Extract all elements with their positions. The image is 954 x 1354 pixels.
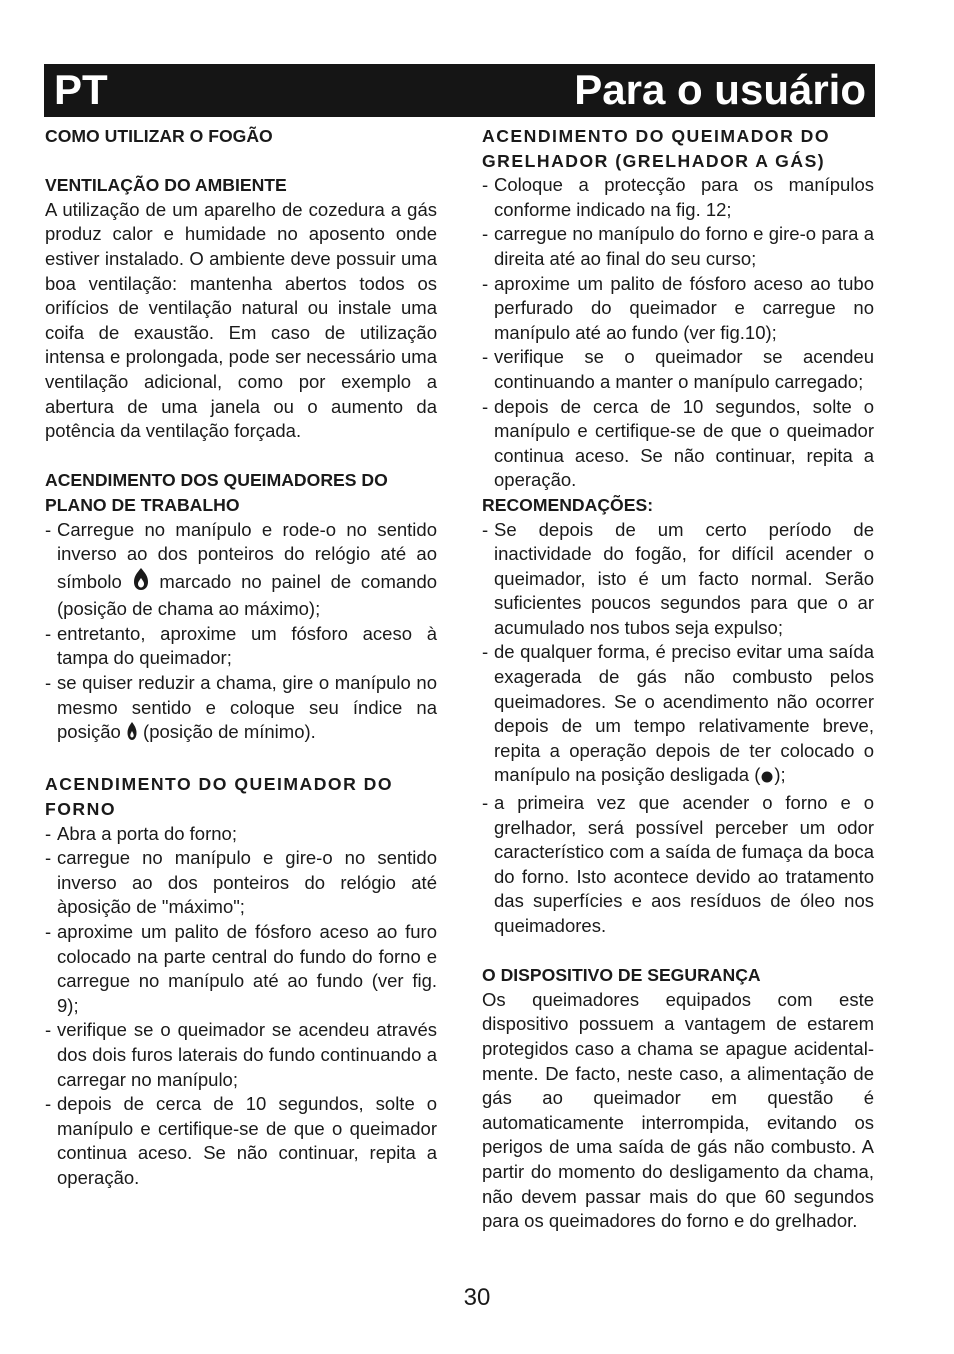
list-item: - verifique se o queimador se acendeu continuando a manter o manípulo carregado; [482, 345, 874, 394]
filled-circle-icon [760, 766, 774, 791]
page-title: Para o usuário [574, 66, 866, 113]
list-item: - verifique se o queimador se acendeu através dos dois furos laterais do fundo continuando a carregar no manípulo; [45, 1018, 437, 1092]
small-flame-icon [126, 721, 138, 748]
list-item: - carregue no manípulo do forno e gire-o para a direita até ao final do seu curso; [482, 222, 874, 271]
paragraph: Os queimadores equipados com este dispositivo possuem a vantagem de estarem protegidos caso a chama se apague acidental-mente. De facto, neste caso, a alimentação de gás ao queimador em questão é automaticamente interrompida, evitando os perigos de uma saída de gás não combusto. A partir do momento do desligamento da chama, não devem passar mais do que 60 segundos para os queimadores do forno e do grelhador. [482, 988, 874, 1232]
paragraph: A utilização de um aparelho de cozedura a gás produz calor e humidade no aposento onde estiver instalado. O ambiente deve possuir uma boa ventilação: mantenha abertos todos os orifícios de ventilação natural ou instale uma coifa de exaustão. Em caso de utilização intensa e prolongada, pode ser necessário uma ventilação adicional, como por exemplo a abertura de uma janela ou o aumento da potência da ventilação forçada. [45, 198, 437, 442]
instruction-list [45, 518, 437, 748]
list-item: - aproxime um palito de fósforo aceso ao furo colocado na parte central do fundo do forno e carregue no manípulo até ao fundo (ver fig. 9); [45, 920, 437, 1018]
page-number: 30 [463, 1284, 491, 1311]
large-flame-icon [132, 567, 150, 598]
list-item: - se quiser reduzir a chama, gire o manípulo no mesmo sentido e coloque seu índice na posição (posição de mínimo). [45, 671, 437, 748]
section-heading: ACENDIMENTO DO QUEIMADOR DO FORNO [45, 774, 394, 820]
list-item: - Se depois de um certo período de inactividade do fogão, for difícil acender o queimador, isto é um facto normal. Serão suficientes poucos segundos para que o ar acumulado nos tubos seja expulso; [482, 518, 874, 641]
list-item: - a primeira vez que acender o forno e o grelhador, será possível perceber um odor característico com a saída de fumaça da boca do forno. Isto acontece devido ao tratamento das superfícies e aos resíduos de óleo nos queimadores. [482, 791, 874, 939]
list-item: - depois de cerca de 10 segundos, solte o manípulo e certifique-se de que o queimador continua aceso. Se não continuar, repita a operação. [482, 395, 874, 493]
list-item: - de qualquer forma, é preciso evitar uma saída exagerada de gás não combusto pelos queimadores. Se o acendimento não ocorrer depois de um tempo relativamente breve, repita a operação depois de ter colocado o manípulo na posição desligada ( ); [482, 640, 874, 791]
list-item: - Coloque a protecção para os manípulos conforme indicado na fig. 12; [482, 173, 874, 222]
list-item: - carregue no manípulo e gire-o no sentido inverso ao dos ponteiros do relógio até àposição de "máximo"; [45, 846, 437, 920]
instruction-list [482, 173, 874, 493]
right-column [482, 124, 874, 1234]
list-item: - aproxime um palito de fósforo aceso ao tubo perfurado do queimador e carregue no manípulo até ao fundo (ver fig.10); [482, 272, 874, 346]
instruction-list [482, 518, 874, 939]
section-heading: COMO UTILIZAR O FOGÃO [45, 126, 273, 146]
left-column [45, 124, 437, 1191]
list-item: - Abra a porta do forno; [45, 822, 437, 847]
section-heading: VENTILAÇÃO DO AMBIENTE [45, 175, 287, 196]
list-item: - Carregue no manípulo e rode-o no sentido inverso ao dos ponteiros do relógio até ao símbolo marcado no painel de comando (posição de chama ao máximo); [45, 518, 437, 622]
language-code: PT [54, 66, 108, 113]
instruction-list [45, 822, 437, 1191]
section-heading: RECOMENDAÇÕES: [482, 494, 654, 515]
section-heading: ACENDIMENTO DOS QUEIMADORES DO PLANO DE TRABALHO [45, 470, 388, 515]
list-item: - entretanto, aproxime um fósforo aceso à tampa do queimador; [45, 622, 437, 671]
page-header [44, 64, 875, 117]
section-heading: ACENDIMENTO DO QUEIMADOR DO GRELHADOR (GRELHADOR A GÁS) [482, 126, 831, 171]
section-heading: O DISPOSITIVO DE SEGURANÇA [482, 965, 761, 986]
list-item: - depois de cerca de 10 segundos, solte o manípulo e certifique-se de que o queimador continua aceso. Se não continuar, repita a operação. [45, 1092, 437, 1190]
